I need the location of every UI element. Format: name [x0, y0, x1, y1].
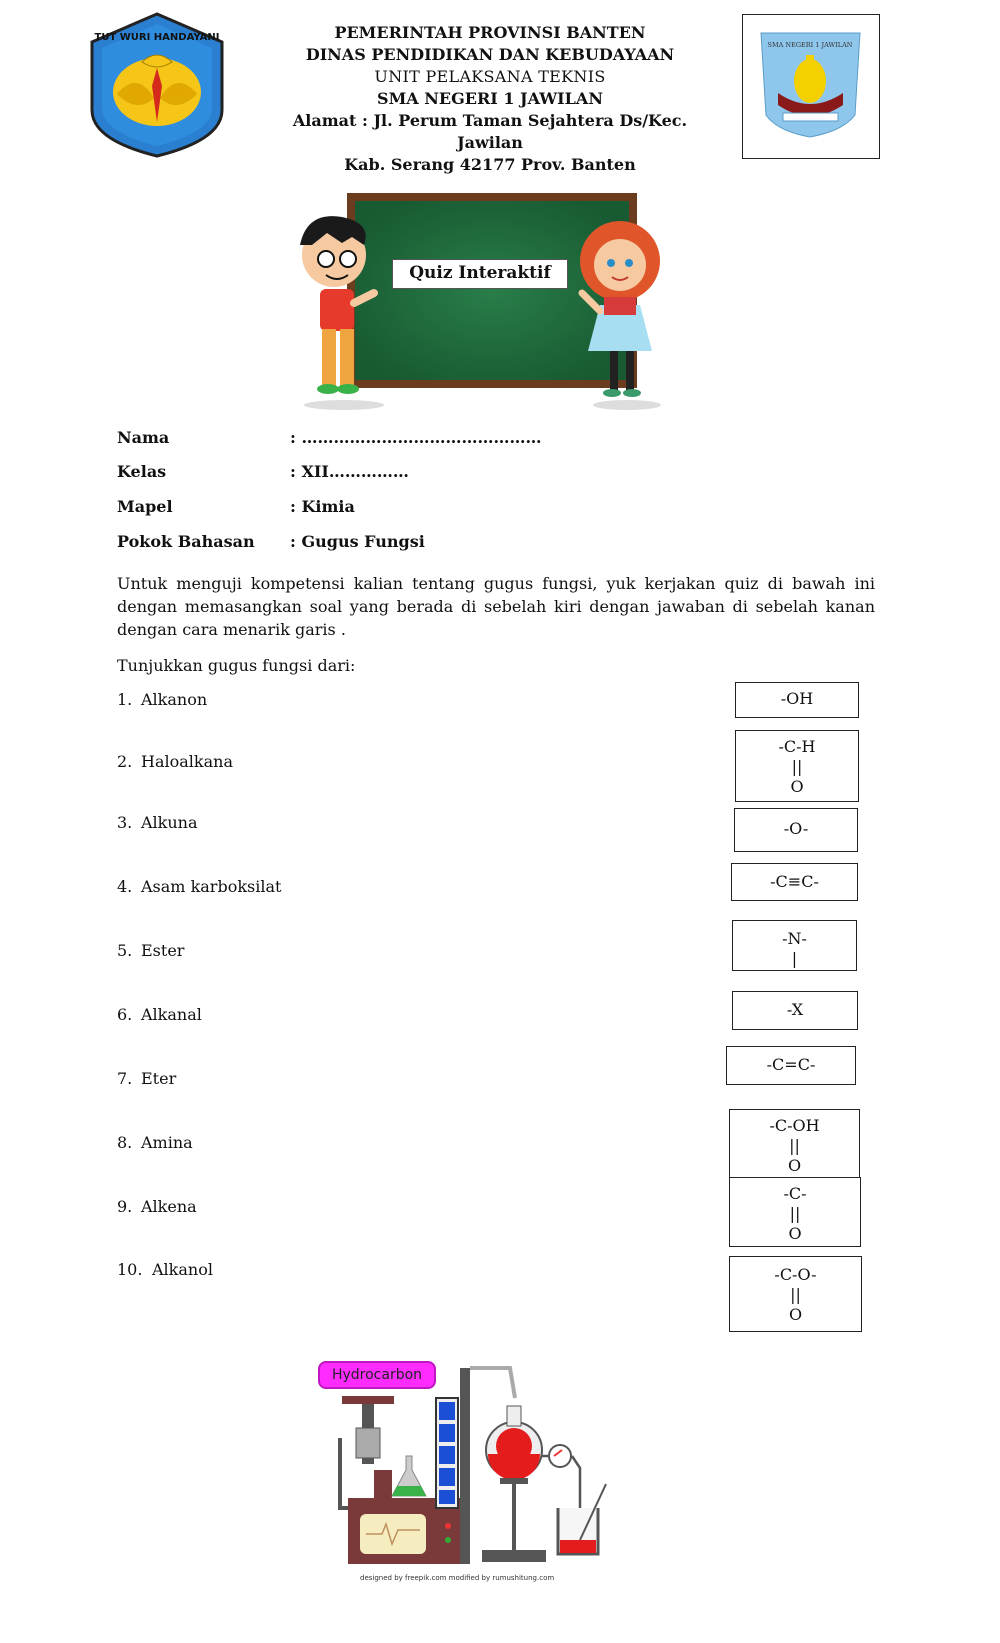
answer-box-5[interactable]	[732, 920, 857, 971]
letterhead-line-1: PEMERINTAH PROVINSI BANTEN	[334, 23, 646, 42]
instructions-paragraph: Untuk menguji kompetensi kalian tentang gugus fungsi, yuk kerjakan quiz di bawah ini dengan memasangkan soal yang berada di sebelah kiri dengan jawaban di sebelah kanan dengan cara menarik garis .	[117, 574, 875, 639]
answer-box-9[interactable]	[729, 1177, 861, 1247]
kelas-field[interactable]: : XII……………	[290, 462, 409, 481]
question-8[interactable]	[117, 1133, 193, 1152]
answer-formula: -X	[786, 1000, 804, 1019]
answer-formula: -C≡C-	[770, 872, 819, 891]
question-text: Haloalkana	[141, 752, 233, 771]
logo-right-text: SMA NEGERI 1 JAWILAN	[767, 41, 853, 49]
question-9[interactable]	[117, 1197, 197, 1216]
answer-box-6[interactable]	[732, 991, 858, 1030]
answer-atom: O	[787, 1156, 802, 1175]
answer-bond: |	[791, 949, 798, 968]
answer-atom: O	[788, 1224, 802, 1243]
answer-box-1[interactable]	[735, 682, 859, 718]
question-7[interactable]	[117, 1069, 176, 1088]
answer-formula: -C-OH	[769, 1116, 820, 1135]
pokok-bahasan-value: : Gugus Fungsi	[290, 532, 425, 551]
letterhead-line-4: SMA NEGERI 1 JAWILAN	[377, 89, 603, 108]
answer-formula: -OH	[780, 689, 814, 708]
question-text: Ester	[141, 941, 185, 960]
answer-formula: -O-	[783, 819, 809, 838]
question-10[interactable]	[117, 1260, 213, 1279]
question-number: 7.	[117, 1069, 133, 1088]
question-number: 9.	[117, 1197, 133, 1216]
answer-atom: O	[788, 1305, 803, 1324]
question-number: 3.	[117, 813, 133, 832]
answer-box-4[interactable]	[731, 863, 858, 901]
logo-left-text: TUT WURI HANDAYANI	[94, 32, 220, 43]
letterhead	[260, 22, 720, 176]
question-text: Alkuna	[141, 813, 198, 832]
letterhead-line-2: DINAS PENDIDIKAN DAN KEBUDAYAAN	[305, 45, 675, 64]
question-3[interactable]	[117, 813, 198, 832]
nama-field[interactable]: : ………………………………………	[290, 428, 542, 447]
question-number: 2.	[117, 752, 133, 771]
answer-box-2[interactable]	[735, 730, 859, 802]
image-credit: designed by freepik.com modified by rumushitung.com	[360, 1574, 555, 1582]
question-number: 8.	[117, 1133, 133, 1152]
question-text: Eter	[141, 1069, 177, 1088]
answer-box-7[interactable]	[726, 1046, 856, 1085]
question-number: 10.	[117, 1260, 143, 1279]
question-text: Asam karboksilat	[141, 877, 282, 896]
answer-formula: -C=C-	[766, 1055, 816, 1074]
answer-formula: -C-	[783, 1184, 807, 1203]
school-crest-logo	[743, 15, 878, 157]
answer-bond: ||	[790, 1285, 801, 1304]
question-6[interactable]	[117, 1005, 202, 1024]
answer-formula: -C-O-	[774, 1265, 817, 1284]
chalkboard-illustration	[282, 193, 702, 413]
question-5[interactable]	[117, 941, 184, 960]
mapel-value: : Kimia	[290, 497, 355, 516]
hydrocarbon-label: Hydrocarbon	[318, 1361, 436, 1389]
question-number: 5.	[117, 941, 133, 960]
question-number: 6.	[117, 1005, 133, 1024]
letterhead-line-3: UNIT PELAKSANA TEKNIS	[374, 67, 606, 86]
question-prompt: Tunjukkan gugus fungsi dari:	[117, 656, 356, 675]
tut-wuri-handayani-logo	[82, 10, 232, 160]
question-1[interactable]	[117, 690, 207, 709]
school-logo-frame	[742, 14, 880, 159]
letterhead-line-6: Kab. Serang 42177 Prov. Banten	[344, 155, 636, 174]
answer-box-3[interactable]	[734, 808, 858, 852]
question-4[interactable]	[117, 877, 281, 896]
quiz-title-label: Quiz Interaktif	[392, 259, 568, 289]
mapel-label: Mapel	[117, 497, 173, 516]
answer-box-8[interactable]	[729, 1109, 860, 1178]
answer-bond: ||	[789, 1204, 801, 1223]
answer-formula: -N-	[782, 929, 807, 948]
kelas-label: Kelas	[117, 462, 167, 481]
answer-atom: O	[790, 777, 804, 796]
answer-bond: ||	[789, 1136, 800, 1155]
question-text: Alkena	[141, 1197, 197, 1216]
question-number: 4.	[117, 877, 133, 896]
nama-label: Nama	[117, 428, 170, 447]
answer-box-10[interactable]	[729, 1256, 862, 1332]
answer-bond: ||	[791, 757, 803, 776]
question-number: 1.	[117, 690, 133, 709]
pokok-bahasan-label: Pokok Bahasan	[117, 532, 255, 551]
question-text: Alkanal	[141, 1005, 202, 1024]
question-text: Alkanol	[152, 1260, 213, 1279]
question-text: Alkanon	[141, 690, 208, 709]
letterhead-line-5: Alamat : Jl. Perum Taman Sejahtera Ds/Kec. Jawilan	[292, 111, 688, 152]
question-2[interactable]	[117, 752, 233, 771]
answer-formula: -C-H	[778, 737, 816, 756]
lab-equipment-illustration	[310, 1358, 630, 1593]
question-text: Amina	[141, 1133, 193, 1152]
